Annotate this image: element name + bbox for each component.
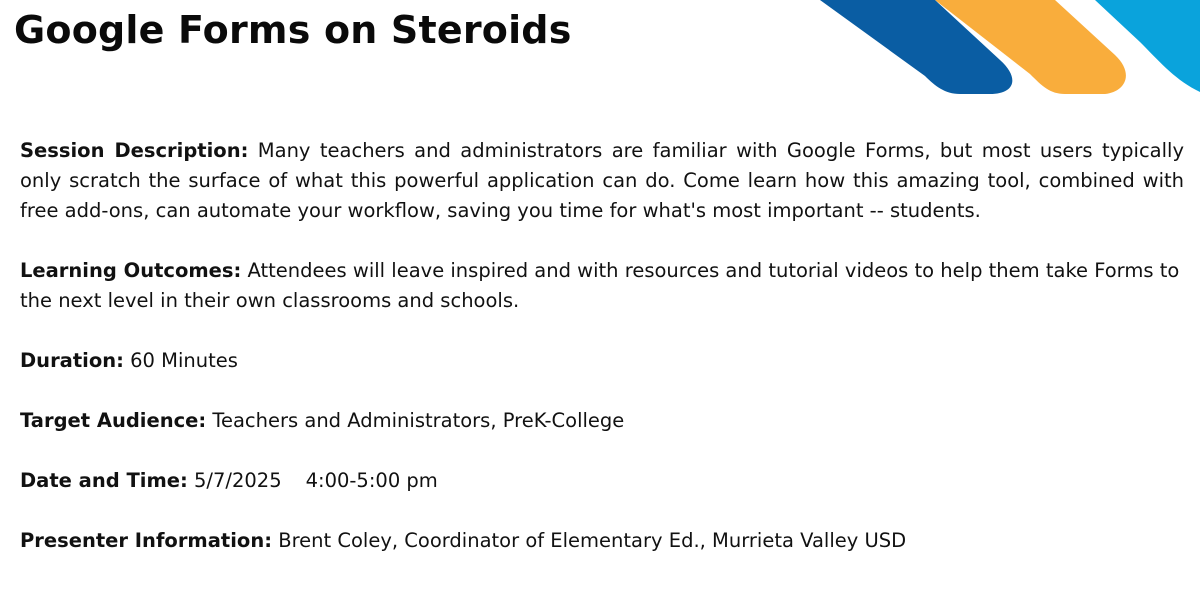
date-and-time xyxy=(20,466,1184,496)
date-and-time-label: Date and Time: xyxy=(20,469,188,492)
corner-decoration xyxy=(820,0,1200,110)
learning-outcomes-label: Learning Outcomes: xyxy=(20,259,242,282)
session-details xyxy=(20,136,1184,586)
target-audience xyxy=(20,406,1184,436)
date-value: 5/7/2025 xyxy=(194,469,282,492)
page-title: Google Forms on Steroids xyxy=(14,8,572,52)
presenter-information-value: Brent Coley, Coordinator of Elementary Ed., Murrieta Valley USD xyxy=(278,529,907,552)
target-audience-value: Teachers and Administrators, PreK-College xyxy=(212,409,625,432)
duration xyxy=(20,346,1184,376)
duration-value: 60 Minutes xyxy=(130,349,238,372)
time-value: 4:00-5:00 pm xyxy=(305,469,438,492)
learning-outcomes xyxy=(20,256,1184,316)
presenter-information-label: Presenter Information: xyxy=(20,529,272,552)
target-audience-label: Target Audience: xyxy=(20,409,207,432)
learning-outcomes-text: Attendees will leave inspired and with resources and tutorial videos to help them take Forms to the next level in their own classrooms and schools. xyxy=(20,259,1180,312)
session-description xyxy=(20,136,1184,226)
session-description-label: Session Description: xyxy=(20,139,249,162)
duration-label: Duration: xyxy=(20,349,124,372)
presenter-information xyxy=(20,526,1184,556)
session-description-text: Many teachers and administrators are familiar with Google Forms, but most users typically only scratch the surface of what this powerful application can do. Come learn how this amazing tool, combined with free add-ons, can automate your workflow, saving you time for what's most important -- students. xyxy=(20,139,1185,222)
